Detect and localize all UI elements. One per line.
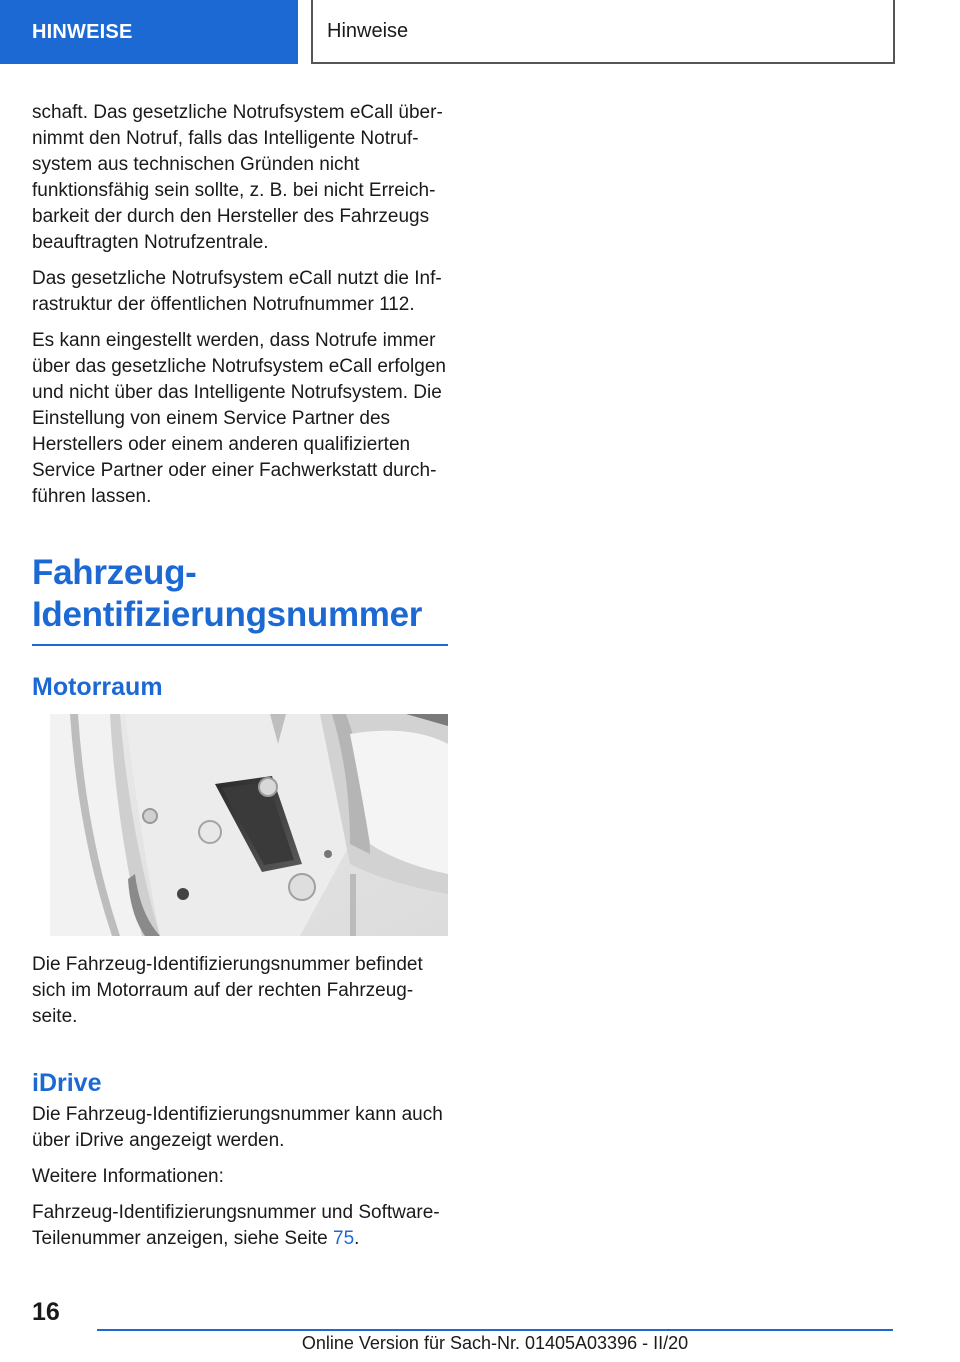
idrive-paragraph-3-text: Fahrzeug-Identifizierungsnummer und Software-Teilenummer anzeigen, siehe Seite	[32, 1202, 440, 1249]
section-title-box	[311, 0, 895, 64]
idrive-paragraph-1: Die Fahrzeug-Identifizierungsnummer kann auch über iDrive angezeigt werden.	[32, 1104, 443, 1151]
subheading-motorraum: Motorraum	[32, 673, 163, 701]
main-column	[32, 100, 450, 1262]
page-reference-link[interactable]: 75	[333, 1228, 355, 1249]
page-number: 16	[32, 1298, 60, 1326]
heading-vin-text: Fahrzeug-Identifizierungsnummer	[32, 553, 423, 634]
footer-text: Online Version für Sach-Nr. 01405A03396 - II/20	[301, 1333, 689, 1353]
heading-rule	[32, 644, 448, 646]
motorraum-caption: Die Fahrzeug-Identifizierungsnummer befindet sich im Motorraum auf der rechten Fahrzeugseite.	[32, 954, 423, 1027]
heading-vin	[32, 552, 450, 636]
body-paragraph-2: Das gesetzliche Notrufsystem eCall nutzt die Infrastruktur der öffentlichen Notrufnummer 112.	[32, 268, 442, 315]
footer-rule	[97, 1329, 893, 1331]
subheading-idrive: iDrive	[32, 1069, 102, 1097]
idrive-paragraph-3	[32, 1200, 450, 1252]
section-tab-label: HINWEISE	[32, 20, 133, 43]
engine-bay-illustration	[50, 714, 448, 936]
body-paragraph-1: schaft. Das gesetzliche Notrufsystem eCall übernimmt den Notruf, falls das Intelligente Notrufsystem aus technischen Gründen nicht funktionsfähig sein sollte, z. B. bei nicht Erreichbarkeit der durch den Hersteller des Fahrzeugs beauftragten Notrufzentrale.	[32, 102, 443, 253]
idrive-paragraph-3-end: .	[354, 1228, 360, 1249]
idrive-paragraph-2: Weitere Informationen:	[32, 1166, 224, 1187]
section-title: Hinweise	[327, 19, 409, 42]
section-tab	[0, 0, 298, 64]
body-paragraph-3: Es kann eingestellt werden, dass Notrufe immer über das gesetzliche Notrufsystem eCall erfolgen und nicht über das Intelligente Notrufsystem. Die Einstellung von einem Service Partner des Herstellers oder einem anderen qualifizierten Service Partner oder einer Fachwerkstatt durchführen lassen.	[32, 330, 446, 507]
